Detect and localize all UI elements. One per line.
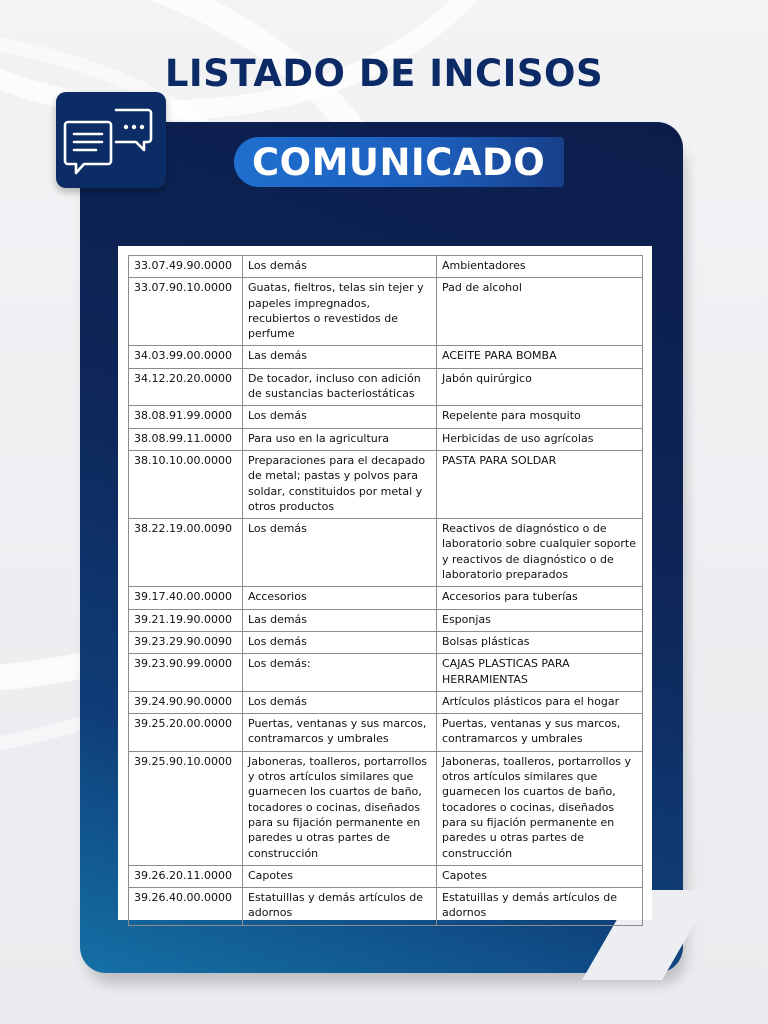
table-row (129, 256, 643, 278)
tariff-code-cell: 38.08.91.99.0000 (129, 406, 243, 428)
table-row (129, 865, 643, 887)
product-cell: Herbicidas de uso agrícolas (437, 428, 643, 450)
tariff-code-cell: 38.10.10.00.0000 (129, 450, 243, 518)
tariff-table (128, 255, 643, 926)
product-cell: Accesorios para tuberías (437, 587, 643, 609)
table-row (129, 691, 643, 713)
description-cell: Estatuillas y demás artículos de adornos (243, 888, 437, 926)
tariff-code-cell: 33.07.90.10.0000 (129, 278, 243, 346)
product-cell: Jabón quirúrgico (437, 368, 643, 406)
description-cell: Jaboneras, toalleros, portarrollos y otros artículos similares que guarnecen los cuartos de baño, tocadores o cocinas, diseñados para su fijación permanente en paredes u otras partes de construcción (243, 751, 437, 865)
product-cell: Jaboneras, toalleros, portarrollos y otros artículos similares que guarnecen los cuartos de baño, tocadores o cocinas, diseñados para su fijación permanente en paredes u otras partes de construcción (437, 751, 643, 865)
product-cell: PASTA PARA SOLDAR (437, 450, 643, 518)
description-cell: Los demás (243, 691, 437, 713)
tariff-code-cell: 34.03.99.00.0000 (129, 346, 243, 368)
description-cell: Los demás (243, 519, 437, 587)
tariff-code-cell: 39.25.90.10.0000 (129, 751, 243, 865)
description-cell: Las demás (243, 346, 437, 368)
table-row (129, 631, 643, 653)
table-row (129, 450, 643, 518)
product-cell: Puertas, ventanas y sus marcos, contramarcos y umbrales (437, 714, 643, 752)
description-cell: Los demás (243, 631, 437, 653)
tariff-code-cell: 39.26.20.11.0000 (129, 865, 243, 887)
description-cell: Capotes (243, 865, 437, 887)
product-cell: ACEITE PARA BOMBA (437, 346, 643, 368)
chat-document-icon (56, 92, 166, 188)
table-row (129, 519, 643, 587)
product-cell: CAJAS PLASTICAS PARA HERRAMIENTAS (437, 654, 643, 692)
product-cell: Estatuillas y demás artículos de adornos (437, 888, 643, 926)
table-row (129, 888, 643, 926)
description-cell: Accesorios (243, 587, 437, 609)
table-row (129, 609, 643, 631)
table-row (129, 278, 643, 346)
banner-label: COMUNICADO (252, 141, 546, 184)
table-row (129, 751, 643, 865)
table-row (129, 346, 643, 368)
table-row (129, 368, 643, 406)
tariff-code-cell: 39.21.19.90.0000 (129, 609, 243, 631)
tariff-code-cell: 39.24.90.90.0000 (129, 691, 243, 713)
description-cell: Los demás (243, 406, 437, 428)
document-sheet (118, 246, 652, 920)
description-cell: Las demás (243, 609, 437, 631)
tariff-code-cell: 39.23.90.99.0000 (129, 654, 243, 692)
chat-document-icon-graphic (56, 92, 166, 188)
product-cell: Bolsas plásticas (437, 631, 643, 653)
tariff-code-cell: 39.23.29.90.0090 (129, 631, 243, 653)
description-cell: Los demás (243, 256, 437, 278)
table-row (129, 714, 643, 752)
tariff-code-cell: 39.26.40.00.0000 (129, 888, 243, 926)
tariff-code-cell: 34.12.20.20.0000 (129, 368, 243, 406)
tariff-code-cell: 39.17.40.00.0000 (129, 587, 243, 609)
description-cell: Para uso en la agricultura (243, 428, 437, 450)
product-cell: Pad de alcohol (437, 278, 643, 346)
product-cell: Reactivos de diagnóstico o de laboratorio sobre cualquier soporte y reactivos de diagnóstico o de laboratorio preparados (437, 519, 643, 587)
product-cell: Ambientadores (437, 256, 643, 278)
description-cell: Los demás: (243, 654, 437, 692)
description-cell: De tocador, incluso con adición de sustancias bacteriostáticas (243, 368, 437, 406)
tariff-code-cell: 38.08.99.11.0000 (129, 428, 243, 450)
product-cell: Repelente para mosquito (437, 406, 643, 428)
table-row (129, 587, 643, 609)
description-cell: Preparaciones para el decapado de metal; pastas y polvos para soldar, constituidos por metal y otros productos (243, 450, 437, 518)
page-title: LISTADO DE INCISOS (164, 52, 604, 95)
tariff-code-cell: 39.25.20.00.0000 (129, 714, 243, 752)
product-cell: Capotes (437, 865, 643, 887)
tariff-code-cell: 33.07.49.90.0000 (129, 256, 243, 278)
tariff-code-cell: 38.22.19.00.0090 (129, 519, 243, 587)
table-row (129, 428, 643, 450)
product-cell: Esponjas (437, 609, 643, 631)
product-cell: Artículos plásticos para el hogar (437, 691, 643, 713)
description-cell: Guatas, fieltros, telas sin tejer y papeles impregnados, recubiertos o revestidos de perfume (243, 278, 437, 346)
table-row (129, 406, 643, 428)
table-row (129, 654, 643, 692)
table-body (129, 256, 643, 926)
description-cell: Puertas, ventanas y sus marcos, contramarcos y umbrales (243, 714, 437, 752)
